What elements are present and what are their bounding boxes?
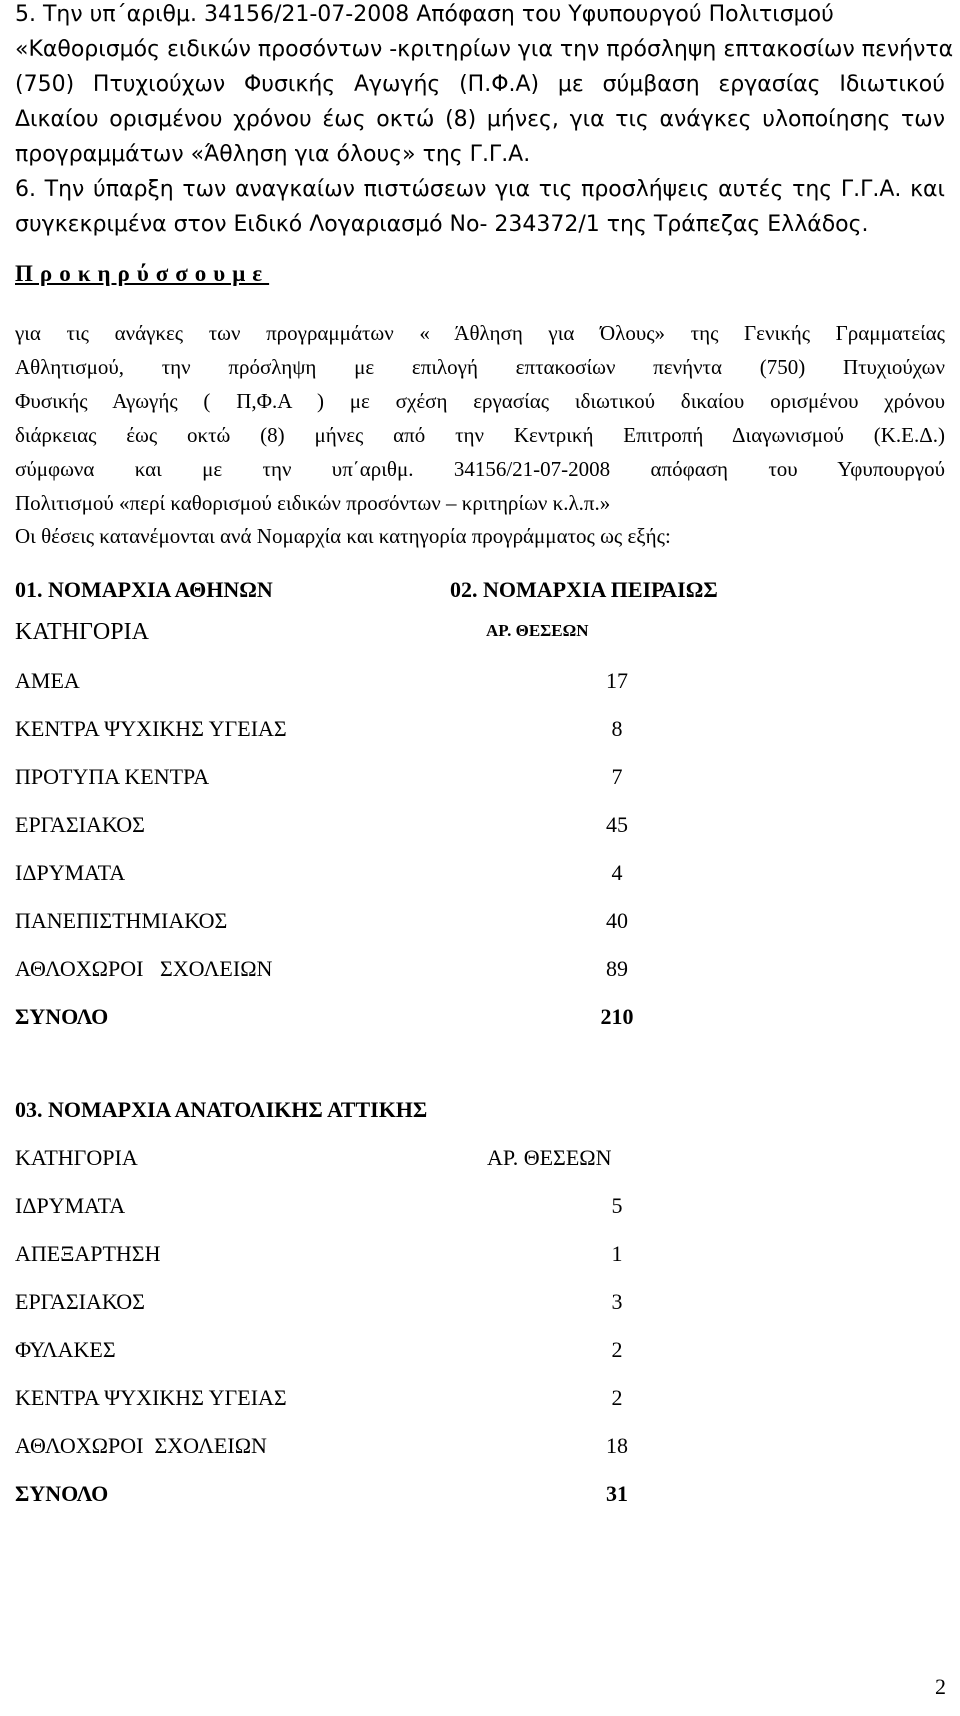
row-value: 2 xyxy=(611,1385,623,1410)
intro-item6-line-1: 6. Την ύπαρξη των αναγκαίων πιστώσεων για τις προσλήψεις αυτές της Γ.Γ.Α. και xyxy=(15,177,945,202)
row-category: ΕΡΓΑΣΙΑΚΟΣ xyxy=(15,1289,145,1314)
section1-title: 01. ΝΟΜΑΡΧΙΑ ΑΘΗΝΩΝ xyxy=(15,577,273,602)
row-value: 18 xyxy=(606,1433,628,1458)
total-value: 31 xyxy=(606,1481,628,1506)
row-category: ΕΡΓΑΣΙΑΚΟΣ xyxy=(15,812,145,837)
section2-title: 02. ΝΟΜΑΡΧΙΑ ΠΕΙΡΑΙΩΣ xyxy=(450,577,718,602)
row-value: 5 xyxy=(611,1193,623,1218)
table-row xyxy=(15,668,647,698)
row-value: 45 xyxy=(606,812,628,837)
row-value: 1 xyxy=(611,1241,623,1266)
intro-item5-line-5: προγραμμάτων «Άθληση για όλους» της Γ.Γ.Α. xyxy=(15,142,531,167)
table-row xyxy=(15,908,647,938)
table-row xyxy=(15,716,647,746)
total-value: 210 xyxy=(600,1004,634,1029)
section3-col-category: ΚΑΤΗΓΟΡΙΑ xyxy=(15,1145,138,1170)
page-number: 2 xyxy=(935,1674,946,1699)
table-row xyxy=(15,1193,647,1223)
row-category: ΠΡΟΤΥΠΑ ΚΕΝΤΡΑ xyxy=(15,764,210,789)
row-value: 8 xyxy=(611,716,623,741)
table-row xyxy=(15,956,647,986)
row-value: 7 xyxy=(611,764,623,789)
table-row xyxy=(15,1385,647,1415)
row-category: ΠΑΝΕΠΙΣΤΗΜΙΑΚΟΣ xyxy=(15,908,228,933)
row-category: ΑΘΛΟΧΩΡΟΙ ΣΧΟΛΕΙΩΝ xyxy=(15,1433,267,1458)
announcement-line-3: Φυσικής Αγωγής ( Π,Φ.Α ) με σχέση εργασίας ιδιωτικού δικαίου ορισμένου χρόνου xyxy=(15,389,945,413)
row-value: 3 xyxy=(611,1289,623,1314)
intro-item6-line-2: συγκεκριμένα στον Ειδικό Λογαριασμό Νο- 234372/1 της Τράπεζας Ελλάδος. xyxy=(15,212,869,237)
row-category: ΑΘΛΟΧΩΡΟΙ ΣΧΟΛΕΙΩΝ xyxy=(15,956,273,981)
total-label: ΣΥΝΟΛΟ xyxy=(15,1481,109,1506)
row-category: ΚΕΝΤΡΑ ΨΥΧΙΚΗΣ ΥΓΕΙΑΣ xyxy=(15,1385,287,1410)
table-total-row xyxy=(15,1481,647,1511)
announcement-line-6: Πολιτισμού «περί καθορισμού ειδικών προσόντων – κριτηρίων κ.λ.π.» xyxy=(15,491,611,515)
announcement-line-4: διάρκειας έως οκτώ (8) μήνες από την Κεντρική Επιτροπή Διαγωνισμού (Κ.Ε.Δ.) xyxy=(15,423,945,447)
intro-item5-line-4: Δικαίου ορισμένου χρόνου έως οκτώ (8) μήνες, για τις ανάγκες υλοποίησης των xyxy=(15,107,945,132)
intro-item5-line-1: 5. Την υπ΄αριθμ. 34156/21-07-2008 Απόφαση του Υφυπουργού Πολιτισμού xyxy=(15,2,834,27)
row-value: 4 xyxy=(611,860,623,885)
row-category: ΦΥΛΑΚΕΣ xyxy=(15,1337,116,1362)
section1-col-positions: ΑΡ. ΘΕΣΕΩΝ xyxy=(486,621,589,640)
row-value: 17 xyxy=(606,668,628,693)
row-value: 2 xyxy=(611,1337,623,1362)
announcement-line-7: Οι θέσεις κατανέμονται ανά Νομαρχία και κατηγορία προγράμματος ως εξής: xyxy=(15,524,671,548)
intro-item5-line-2: «Καθορισμός ειδικών προσόντων -κριτηρίων για την πρόσληψη επτακοσίων πενήντα xyxy=(15,37,954,62)
row-value: 40 xyxy=(606,908,628,933)
section3-title: 03. ΝΟΜΑΡΧΙΑ ΑΝΑΤΟΛΙΚΗΣ ΑΤΤΙΚΗΣ xyxy=(15,1097,428,1122)
row-category: ΙΔΡΥΜΑΤΑ xyxy=(15,1193,126,1218)
announcement-line-5: σύμφωνα και με την υπ΄αριθμ. 34156/21-07-2008 απόφαση του Υφυπουργού xyxy=(15,457,945,481)
row-category: ΑΜΕΑ xyxy=(15,668,80,693)
row-category: ΚΕΝΤΡΑ ΨΥΧΙΚΗΣ ΥΓΕΙΑΣ xyxy=(15,716,287,741)
section3-col-positions: ΑΡ. ΘΕΣΕΩΝ xyxy=(487,1145,612,1170)
intro-item5-line-3: (750) Πτυχιούχων Φυσικής Αγωγής (Π.Φ.Α) με σύμβαση εργασίας Ιδιωτικού xyxy=(15,72,945,97)
row-category: ΑΠΕΞΑΡΤΗΣΗ xyxy=(15,1241,161,1266)
announcement-line-2: Αθλητισμού, την πρόσληψη με επιλογή επτακοσίων πενήντα (750) Πτυχιούχων xyxy=(15,355,945,379)
announcement-heading: Προκηρύσσουμε xyxy=(15,261,270,286)
table-row xyxy=(15,764,647,794)
section1-col-category: ΚΑΤΗΓΟΡΙΑ xyxy=(15,619,149,645)
table-total-row xyxy=(15,1004,647,1034)
table-row xyxy=(15,1433,647,1463)
table-row xyxy=(15,860,647,890)
table-row xyxy=(15,1241,647,1271)
row-category: ΙΔΡΥΜΑΤΑ xyxy=(15,860,126,885)
table-row xyxy=(15,1289,647,1319)
announcement-line-1: για τις ανάγκες των προγραμμάτων « Άθληση για Όλους» της Γενικής Γραμματείας xyxy=(15,321,945,345)
total-label: ΣΥΝΟΛΟ xyxy=(15,1004,109,1029)
row-value: 89 xyxy=(606,956,628,981)
table-row xyxy=(15,812,647,842)
table-header-row xyxy=(15,1145,647,1175)
table-row xyxy=(15,1337,647,1367)
